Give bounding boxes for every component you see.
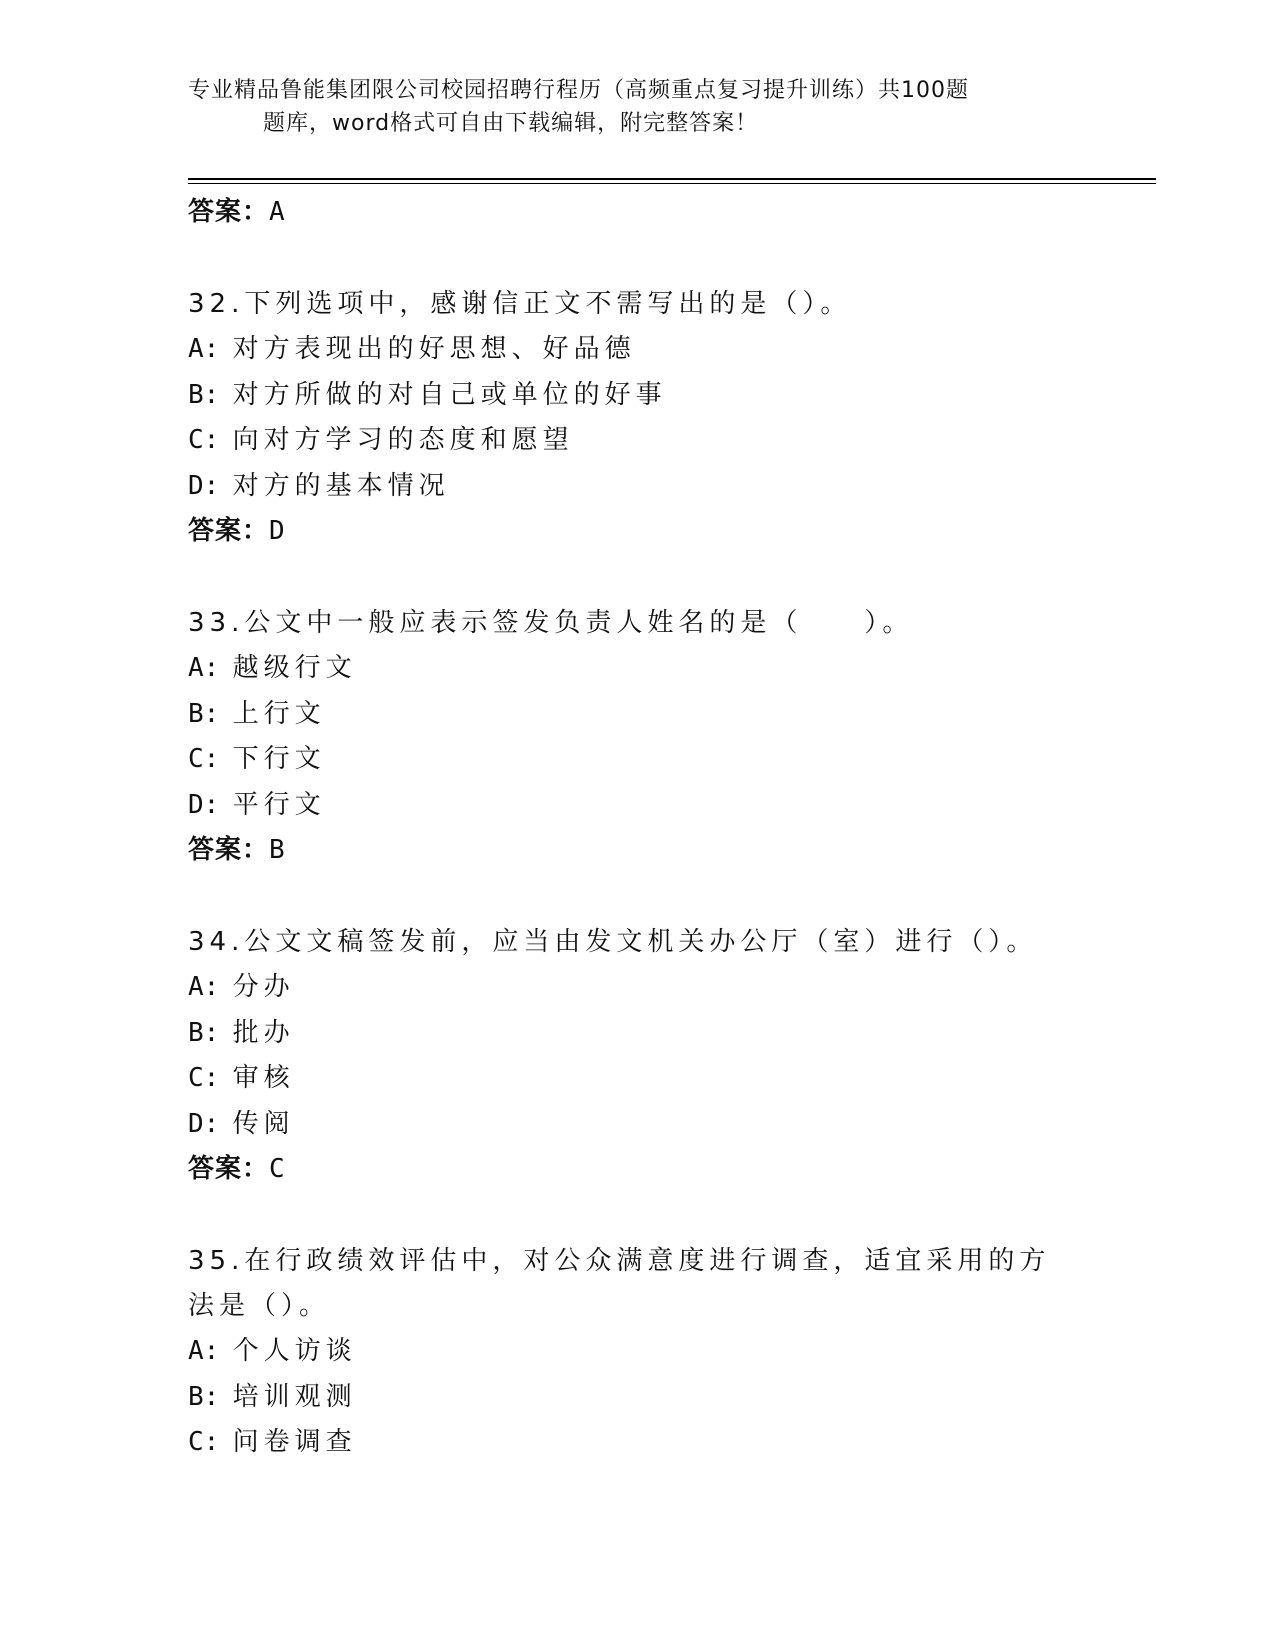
answer-label: 答案： [188, 1154, 270, 1184]
answer-value: A [269, 197, 286, 227]
option-key: C: [188, 425, 220, 455]
option-key: A: [188, 653, 220, 683]
option-text: 对方所做的对自己或单位的好事 [232, 379, 667, 410]
option-text: 审核 [232, 1063, 295, 1093]
header-divider-thick [188, 178, 1156, 180]
answer-value: B [269, 835, 286, 865]
option-b [188, 1375, 1068, 1421]
option-key: A: [188, 1336, 220, 1366]
option-text: 上行文 [232, 698, 326, 729]
option-text: 下行文 [232, 744, 326, 774]
question-stem: 34.公文文稿签发前，应当由发文机关办公厅（室）进行（）。 [188, 927, 1038, 957]
option-text: 向对方学习的态度和愿望 [232, 425, 574, 455]
option-text: 平行文 [232, 789, 326, 820]
answer-line [188, 828, 1068, 872]
answer-line [188, 509, 1068, 553]
question-35 [188, 1239, 1068, 1466]
option-key: D: [188, 789, 220, 820]
option-text: 传阅 [232, 1108, 295, 1139]
option-key: B: [188, 698, 220, 729]
option-d [188, 1102, 1068, 1148]
answer-value: C [269, 1154, 286, 1184]
question-stem: 35.在行政绩效评估中，对公众满意度进行调查，适宜采用的方法是（）。 [188, 1246, 1051, 1321]
option-key: A: [188, 334, 220, 364]
option-a [188, 965, 1068, 1011]
option-a [188, 646, 1068, 692]
answer-value: D [269, 516, 286, 546]
document-header [188, 74, 1088, 140]
question-32 [188, 282, 1068, 553]
option-d [188, 783, 1068, 829]
option-text: 个人访谈 [232, 1336, 357, 1366]
question-stem: 32.下列选项中，感谢信正文不需写出的是（）。 [188, 289, 852, 319]
option-text: 培训观测 [232, 1381, 357, 1412]
option-key: C: [188, 744, 220, 774]
option-key: D: [188, 470, 220, 501]
option-d [188, 464, 1068, 510]
option-a [188, 1329, 1068, 1375]
answer-label: 答案： [188, 516, 270, 546]
option-b [188, 692, 1068, 738]
option-text: 越级行文 [232, 653, 357, 683]
option-key: B: [188, 1017, 220, 1048]
option-text: 对方的基本情况 [232, 470, 450, 501]
option-a [188, 327, 1068, 373]
answer-line-prev [188, 190, 1068, 234]
question-34 [188, 920, 1068, 1191]
option-text: 批办 [232, 1017, 295, 1048]
option-c [188, 737, 1068, 783]
header-title-line-1: 专业精品鲁能集团限公司校园招聘行程历（高频重点复习提升训练）共100题 [188, 78, 969, 103]
question-list [188, 190, 1068, 1466]
option-key: A: [188, 972, 220, 1002]
answer-label: 答案： [188, 197, 270, 227]
option-text: 问卷调查 [232, 1427, 357, 1457]
answer-label: 答案： [188, 835, 270, 865]
option-text: 对方表现出的好思想、好品德 [232, 334, 636, 364]
option-key: B: [188, 379, 220, 410]
question-33 [188, 601, 1068, 872]
option-b [188, 1011, 1068, 1057]
option-key: B: [188, 1381, 220, 1412]
header-divider-thin [188, 183, 1156, 184]
option-b [188, 373, 1068, 419]
answer-line [188, 1147, 1068, 1191]
option-c [188, 1420, 1068, 1466]
option-text: 分办 [232, 972, 295, 1002]
option-c [188, 418, 1068, 464]
option-key: D: [188, 1108, 220, 1139]
header-title-line-2: 题库，word格式可自由下载编辑，附完整答案！ [263, 111, 759, 136]
option-key: C: [188, 1063, 220, 1093]
question-stem: 33.公文中一般应表示签发负责人姓名的是（ ）。 [188, 608, 914, 638]
option-c [188, 1056, 1068, 1102]
option-key: C: [188, 1427, 220, 1457]
